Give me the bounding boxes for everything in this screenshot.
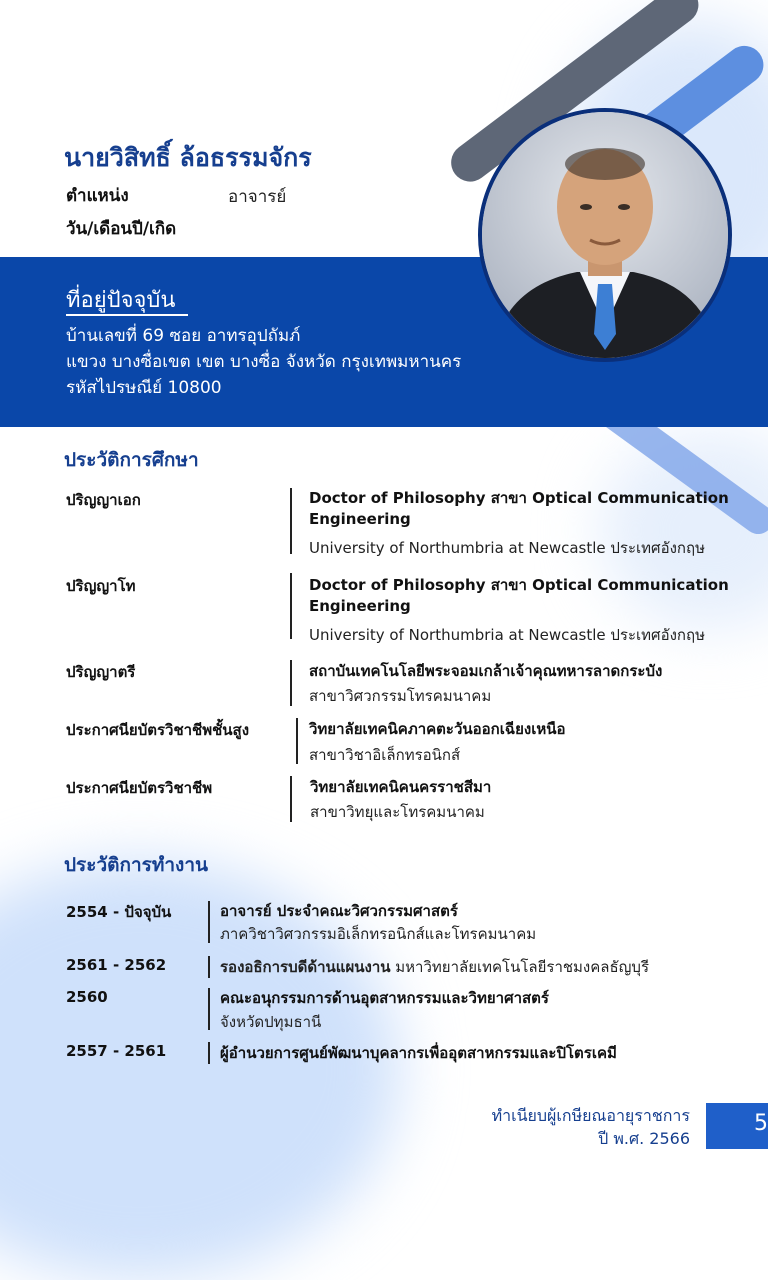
- education-degree-cont: Engineering: [309, 510, 411, 528]
- education-level: ปริญญาตรี: [66, 663, 136, 681]
- footer-line-1: ทำเนียบผู้เกษียณอายุราชการ: [491, 1106, 690, 1125]
- divider-line: [296, 718, 298, 764]
- work-location: จังหวัดปทุมธานี: [220, 1013, 322, 1031]
- birth-label: วัน/เดือนปี/เกิด: [66, 219, 177, 239]
- work-organization: มหาวิทยาลัยเทคโนโลยีราชมงคลธัญบุรี: [390, 958, 649, 976]
- divider-line: [208, 956, 210, 978]
- work-title: ประวัติการทำงาน: [64, 854, 208, 876]
- education-major: สาขาวิทยุและโทรคมนาคม: [310, 803, 485, 821]
- work-position-title: รองอธิการบดีด้านแผนงาน: [220, 958, 391, 976]
- education-major: สาขาวิชาอิเล็กทรอนิกส์: [309, 746, 461, 764]
- education-degree-cont: Engineering: [309, 597, 411, 615]
- work-years: 2561 - 2562: [66, 956, 167, 974]
- divider-line: [290, 776, 292, 822]
- divider-line: [290, 660, 292, 706]
- address-line-3: รหัสไปรษณีย์ 10800: [66, 378, 222, 398]
- position-label: ตำแหน่ง: [66, 186, 129, 206]
- education-institution: วิทยาลัยเทคนิคภาคตะวันออกเฉียงเหนือ: [309, 720, 566, 738]
- divider-line: [208, 901, 210, 943]
- education-level: ปริญญาเอก: [66, 491, 141, 509]
- education-major: สาขาวิศวกรรมโทรคมนาคม: [309, 687, 492, 705]
- work-position: คณะอนุกรรมการด้านอุตสาหกรรมและวิทยาศาสตร์: [220, 989, 549, 1007]
- education-title: ประวัติการศึกษา: [64, 449, 199, 471]
- address-title: ที่อยู่ปัจจุบัน: [66, 288, 176, 313]
- divider-line: [290, 573, 292, 639]
- education-degree: Doctor of Philosophy สาขา Optical Communication: [309, 576, 729, 594]
- work-position: ผู้อำนวยการศูนย์พัฒนาบุคลากรเพื่ออุตสาหกรรมและปิโตรเคมี: [220, 1044, 617, 1062]
- divider-line: [208, 988, 210, 1030]
- education-institution: วิทยาลัยเทคนิคนครราชสีมา: [310, 778, 492, 796]
- address-line-2: แขวง บางซื่อเขต เขต บางซื่อ จังหวัด กรุงเทพมหานคร: [66, 352, 462, 372]
- page-number-box: [706, 1103, 768, 1149]
- page-number: 5: [754, 1111, 768, 1136]
- portrait-photo: [478, 108, 732, 362]
- education-institution: สถาบันเทคโนโลยีพระจอมเกล้าเจ้าคุณทหารลาดกระบัง: [309, 662, 663, 680]
- divider-line: [208, 1042, 210, 1064]
- work-years: 2557 - 2561: [66, 1042, 167, 1060]
- education-level: ประกาศนียบัตรวิชาชีพชั้นสูง: [66, 721, 250, 739]
- education-degree: Doctor of Philosophy สาขา Optical Communication: [309, 489, 729, 507]
- education-institution: University of Northumbria at Newcastle ประเทศอังกฤษ: [309, 539, 705, 557]
- divider-line: [290, 488, 292, 554]
- footer-line-2: ปี พ.ศ. 2566: [598, 1129, 690, 1148]
- person-name: นายวิสิทธิ์ ล้อธรรมจักร: [64, 143, 312, 172]
- position-value: อาจารย์: [228, 187, 287, 207]
- education-institution: University of Northumbria at Newcastle ประเทศอังกฤษ: [309, 626, 705, 644]
- address-title-underline: [66, 314, 188, 316]
- work-department: ภาควิชาวิศวกรรมอิเล็กทรอนิกส์และโทรคมนาคม: [220, 925, 537, 943]
- work-years: 2554 - ปัจจุบัน: [66, 903, 172, 921]
- work-years: 2560: [66, 988, 108, 1006]
- education-level: ประกาศนียบัตรวิชาชีพ: [66, 779, 213, 797]
- work-position: อาจารย์ ประจำคณะวิศวกรรมศาสตร์: [220, 902, 458, 920]
- education-level: ปริญญาโท: [66, 577, 136, 595]
- portrait-illustration: [482, 112, 728, 358]
- address-line-1: บ้านเลขที่ 69 ซอย อาทรอุปถัมภ์: [66, 326, 301, 346]
- work-position: [220, 955, 649, 979]
